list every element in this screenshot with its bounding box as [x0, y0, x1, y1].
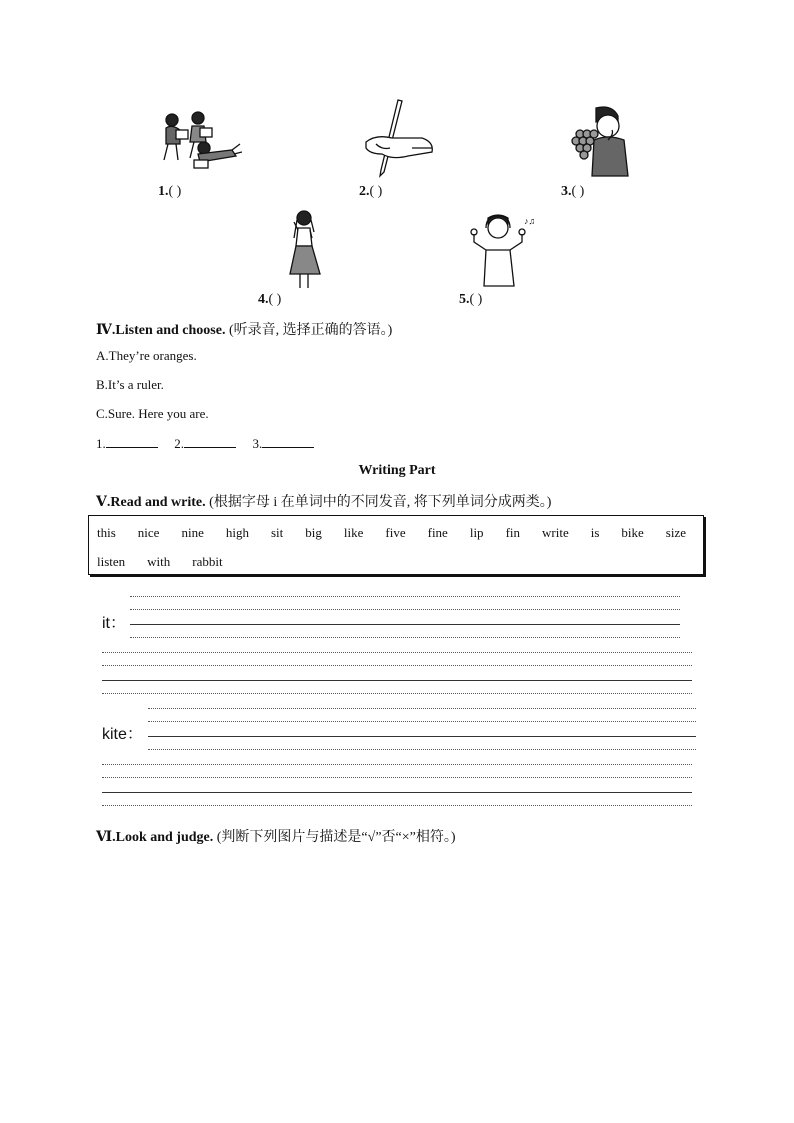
word-item: high: [225, 525, 249, 540]
boy-grapes-picture: [568, 104, 634, 178]
writing-lines-it-2[interactable]: [102, 652, 692, 696]
word-box: [88, 515, 704, 575]
answer-2-blank[interactable]: [184, 435, 236, 448]
word-item: rabbit: [192, 554, 223, 569]
boy-music-picture: [468, 212, 538, 288]
girl-singing-picture: [284, 208, 330, 290]
option-c: C.Sure. Here you are.: [96, 406, 209, 421]
writing-lines-kite-2[interactable]: [102, 764, 692, 808]
word-item: size: [665, 525, 687, 540]
word-item: with: [147, 554, 171, 569]
word-item: fin: [505, 525, 521, 540]
word-item: big: [305, 525, 322, 540]
picture-5-label: 5.( ): [459, 292, 483, 307]
option-b: B.It’s a ruler.: [96, 377, 164, 392]
hand-writing-picture: [362, 98, 436, 178]
category-kite-label: kite：: [102, 726, 143, 743]
writing-part-title: Writing Part: [358, 463, 436, 478]
answer-1-blank[interactable]: [106, 435, 158, 448]
word-item: like: [343, 525, 364, 540]
word-item: is: [590, 525, 600, 540]
answer-3-label: 3.: [252, 436, 263, 451]
section-6-heading: Ⅵ.Look and judge. (判断下列图片与描述是“√”否“×”相符。): [96, 830, 456, 845]
word-item: nice: [137, 525, 160, 540]
answer-1-label: 1.: [96, 436, 106, 451]
word-item: five: [385, 525, 406, 540]
picture-3-label: 3.( ): [561, 184, 585, 199]
word-item: fine: [427, 525, 448, 540]
word-item: this: [97, 525, 116, 540]
word-item: write: [542, 525, 569, 540]
word-item: bike: [621, 525, 644, 540]
section-4-heading: Ⅳ.Listen and choose. (听录音, 选择正确的答语。): [96, 323, 393, 338]
word-item: listen: [97, 554, 126, 569]
answer-blanks: [96, 435, 314, 452]
section-5-heading: Ⅴ.Read and write. (根据字母 i 在单词中的不同发音, 将下列单词分成两类。): [96, 495, 552, 510]
word-row-2: [97, 554, 245, 570]
answer-2-label: 2.: [174, 436, 184, 451]
word-item: sit: [270, 525, 284, 540]
writing-lines-kite-1[interactable]: [148, 708, 696, 752]
picture-1-label: 1.( ): [158, 184, 182, 199]
word-item: lip: [469, 525, 484, 540]
word-row-1: [97, 525, 708, 541]
answer-3-blank[interactable]: [262, 435, 314, 448]
category-it-label: it：: [102, 615, 127, 632]
option-a: A.They’re oranges.: [96, 348, 197, 363]
children-reading-picture: [158, 110, 242, 172]
writing-lines-it-1[interactable]: [130, 596, 680, 640]
picture-2-label: 2.( ): [359, 184, 383, 199]
svg-text:♪♫: ♪♫: [524, 216, 536, 226]
word-item: nine: [181, 525, 204, 540]
picture-4-label: 4.( ): [258, 292, 282, 307]
